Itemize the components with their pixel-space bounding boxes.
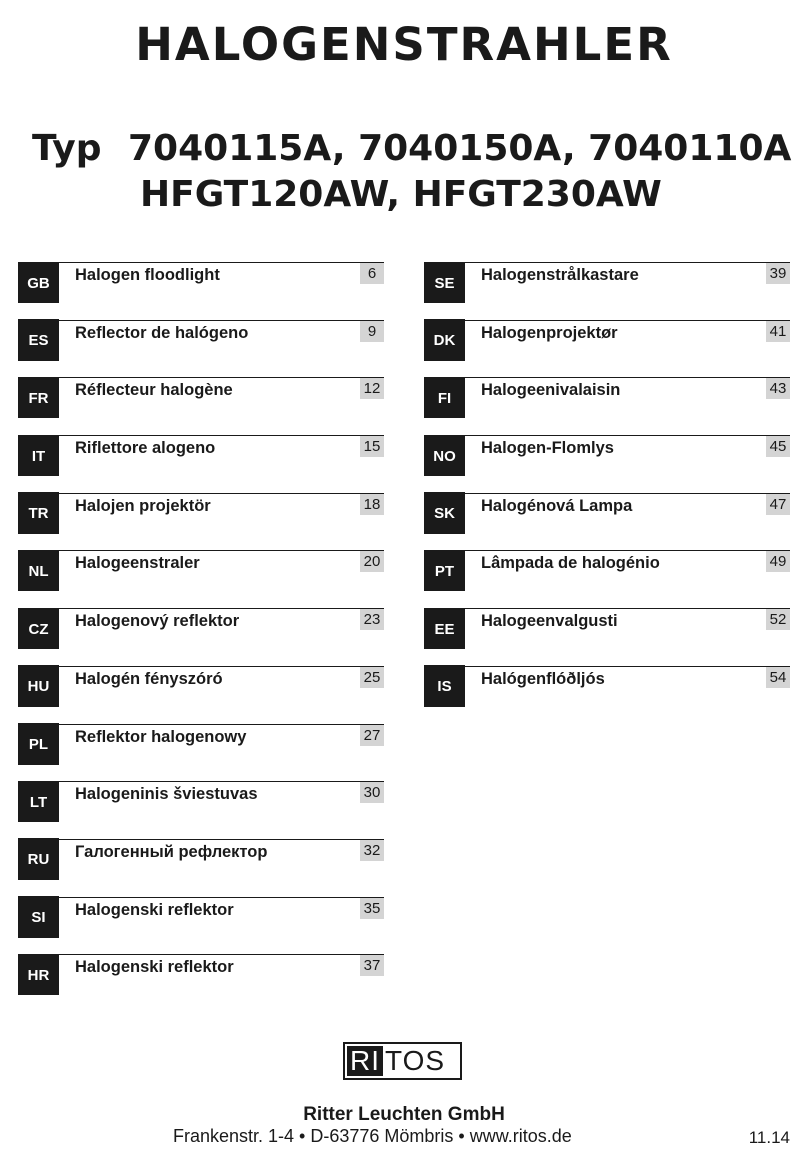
language-code-badge: CZ bbox=[18, 608, 59, 650]
page-number: 52 bbox=[766, 609, 790, 630]
page-number: 32 bbox=[360, 840, 384, 861]
language-entry-gb bbox=[18, 262, 384, 303]
page-number: 37 bbox=[360, 955, 384, 976]
language-entry-it bbox=[18, 435, 384, 476]
language-code-badge: SE bbox=[424, 262, 465, 304]
language-entry-lt bbox=[18, 781, 384, 822]
type-models-line-2: HFGT120AW, HFGT230AW bbox=[140, 174, 662, 215]
language-title: Halojen projektör bbox=[75, 496, 211, 515]
language-code-badge: NL bbox=[18, 550, 59, 592]
page-number: 45 bbox=[766, 436, 790, 457]
document-date: 11.14 bbox=[748, 1128, 790, 1147]
company-name: Ritter Leuchten GmbH bbox=[303, 1104, 505, 1125]
language-entry-dk bbox=[424, 320, 790, 361]
language-code-badge: GB bbox=[18, 262, 59, 304]
page-number: 18 bbox=[360, 494, 384, 515]
page-number: 9 bbox=[360, 321, 384, 342]
page-number: 12 bbox=[360, 378, 384, 399]
language-code-badge: HR bbox=[18, 954, 59, 996]
page-number: 35 bbox=[360, 898, 384, 919]
language-title: Halógenflóðljós bbox=[481, 669, 605, 688]
type-models-line-1: 7040115A, 7040150A, 7040110A bbox=[128, 128, 792, 169]
document-title: HALOGENSTRAHLER bbox=[135, 18, 673, 71]
language-title: Halogenstrålkastare bbox=[481, 266, 639, 284]
language-entry-pl bbox=[18, 724, 384, 765]
language-title: Halogen-Flomlys bbox=[481, 439, 614, 458]
page-number: 30 bbox=[360, 782, 384, 803]
page-number: 23 bbox=[360, 609, 384, 630]
language-entry-hr bbox=[18, 954, 384, 995]
company-address: Frankenstr. 1-4 • D-63776 Mömbris • www.ritos.de bbox=[173, 1126, 572, 1146]
language-list-left bbox=[18, 262, 384, 1012]
language-code-badge: SI bbox=[18, 896, 59, 938]
language-entry-nl bbox=[18, 550, 384, 591]
language-code-badge: EE bbox=[424, 608, 465, 650]
language-title: Riflettore alogeno bbox=[75, 439, 216, 458]
language-title: Réflecteur halogène bbox=[75, 381, 233, 400]
language-code-badge: IS bbox=[424, 665, 465, 707]
language-title: Halogén fényszóró bbox=[75, 669, 223, 688]
language-code-badge: DK bbox=[424, 319, 465, 361]
language-code-badge: NO bbox=[424, 435, 465, 477]
logo-part-plain: TOS bbox=[385, 1045, 446, 1076]
language-entry-cz bbox=[18, 608, 384, 649]
language-title: Halogenski reflektor bbox=[75, 958, 234, 977]
language-title: Halogeenivalaisin bbox=[481, 381, 621, 400]
language-code-badge: IT bbox=[18, 435, 59, 477]
page-number: 47 bbox=[766, 494, 790, 515]
language-code-badge: FI bbox=[424, 377, 465, 419]
page-number: 25 bbox=[360, 667, 384, 688]
language-entry-sk bbox=[424, 493, 790, 534]
language-title: Halogeenstraler bbox=[75, 554, 200, 573]
language-entry-ee bbox=[424, 608, 790, 649]
language-code-badge: PT bbox=[424, 550, 465, 592]
language-code-badge: PL bbox=[18, 723, 59, 765]
language-title: Halogenprojektør bbox=[481, 323, 618, 342]
language-title: Halogeninis šviestuvas bbox=[75, 785, 258, 804]
ritos-logo bbox=[343, 1042, 462, 1080]
language-code-badge: FR bbox=[18, 377, 59, 419]
language-code-badge: ES bbox=[18, 319, 59, 361]
page-number: 27 bbox=[360, 725, 384, 746]
language-title: Halogen floodlight bbox=[75, 266, 220, 284]
language-entry-fi bbox=[424, 377, 790, 418]
type-label: Typ bbox=[32, 128, 102, 169]
language-entry-tr bbox=[18, 493, 384, 534]
logo-part-inverted: RI bbox=[347, 1046, 383, 1076]
page-number: 54 bbox=[766, 667, 790, 688]
language-code-badge: RU bbox=[18, 838, 59, 880]
page-number: 39 bbox=[766, 263, 790, 284]
language-entry-fr bbox=[18, 377, 384, 418]
language-code-badge: SK bbox=[424, 492, 465, 534]
language-entry-si bbox=[18, 897, 384, 938]
language-title: Галогенный рефлектор bbox=[75, 842, 268, 861]
language-title: Halogenski reflektor bbox=[75, 900, 234, 919]
language-code-badge: TR bbox=[18, 492, 59, 534]
language-list-right bbox=[424, 262, 790, 724]
language-title: Halogénová Lampa bbox=[481, 496, 633, 515]
language-code-badge: LT bbox=[18, 781, 59, 823]
page-number: 49 bbox=[766, 551, 790, 572]
type-line-1 bbox=[32, 128, 791, 169]
language-entry-no bbox=[424, 435, 790, 476]
language-entry-is bbox=[424, 666, 790, 707]
language-code-badge: HU bbox=[18, 665, 59, 707]
language-entry-es bbox=[18, 320, 384, 361]
language-title: Reflector de halógeno bbox=[75, 323, 249, 342]
language-entry-pt bbox=[424, 550, 790, 591]
language-title: Halogenový reflektor bbox=[75, 612, 240, 631]
language-title: Lâmpada de halogénio bbox=[481, 554, 660, 573]
page-number: 43 bbox=[766, 378, 790, 399]
page-number: 15 bbox=[360, 436, 384, 457]
page-number: 41 bbox=[766, 321, 790, 342]
language-title: Reflektor halogenowy bbox=[75, 727, 247, 746]
language-title: Halogeenvalgusti bbox=[481, 612, 618, 631]
language-entry-ru bbox=[18, 839, 384, 880]
language-entry-se bbox=[424, 262, 790, 303]
page-number: 20 bbox=[360, 551, 384, 572]
language-entry-hu bbox=[18, 666, 384, 707]
page-number: 6 bbox=[360, 263, 384, 284]
